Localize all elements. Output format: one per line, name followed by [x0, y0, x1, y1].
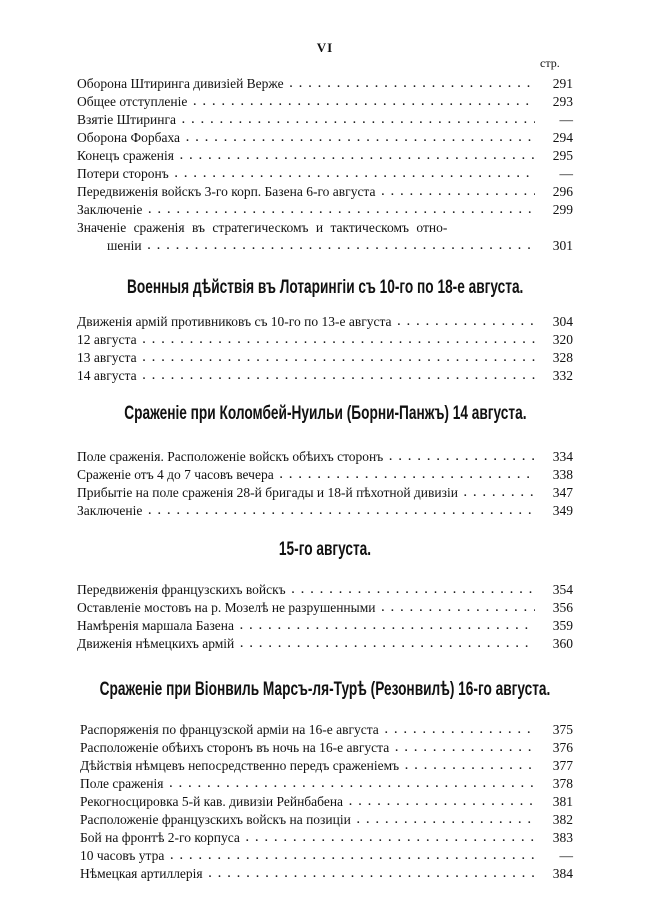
toc-entry-page: 332 — [552, 368, 573, 383]
toc-entry-page: 376 — [552, 740, 573, 755]
dot-leader — [143, 331, 535, 349]
toc-entry-title: 10 часовъ утра — [80, 848, 165, 863]
toc-entry-page: 356 — [552, 600, 573, 615]
toc-entry-page: 384 — [552, 866, 573, 881]
toc-entry-title: Рекогносцировка 5-й кав. дивизіи Рейнбабена — [80, 794, 344, 809]
toc-entry-page: 293 — [552, 94, 573, 109]
dot-leader — [148, 237, 535, 255]
toc-entry — [80, 739, 573, 757]
toc-entry — [77, 466, 573, 484]
toc-entry-title: Потери сторонъ — [77, 166, 169, 181]
dot-leader — [246, 829, 535, 847]
dot-leader — [385, 721, 535, 739]
toc-entry-title: Движенія нѣмецкихъ армій — [77, 636, 235, 651]
toc-entry-page: 378 — [552, 776, 573, 791]
section-heading-4 — [0, 539, 650, 561]
dot-leader — [209, 865, 535, 883]
toc-entry-title: Движенія армій противниковъ съ 10-го по 13-е августа — [77, 314, 392, 329]
toc-entry-page: 382 — [552, 812, 573, 827]
toc-entry-title: Оставленіе мостовъ на р. Мозелѣ не разрушенными — [77, 600, 376, 615]
dot-leader — [398, 313, 535, 331]
dot-leader — [175, 165, 535, 183]
toc-entry — [77, 448, 573, 466]
toc-entry — [80, 757, 573, 775]
toc-entry-title: Оборона Форбаха — [77, 130, 181, 145]
toc-entry-title: Нѣмецкая артиллерія — [80, 866, 203, 881]
toc-entry-title: Взятіе Штиринга — [77, 112, 177, 127]
toc-entry — [77, 502, 573, 520]
toc-entry-title: Распоряженія по французской арміи на 16-е августа — [80, 722, 379, 737]
toc-entry-title: Конецъ сраженія — [77, 148, 174, 163]
toc-entry-page: 320 — [552, 332, 573, 347]
toc-entry-title: Общее отступленіе — [77, 94, 188, 109]
toc-entry-page: 295 — [552, 148, 573, 163]
dot-leader — [349, 793, 535, 811]
toc-section-4 — [77, 581, 573, 653]
toc-entry — [77, 183, 573, 201]
toc-entry-title: Сраженіе отъ 4 до 7 часовъ вечера — [77, 467, 274, 482]
toc-entry — [77, 484, 573, 502]
dot-leader — [290, 75, 535, 93]
toc-entry-page: 294 — [552, 130, 573, 145]
toc-entry — [77, 201, 573, 219]
toc-entry-page: 304 — [552, 314, 573, 329]
toc-entry-title: Дѣйствія нѣмцевъ непосредственно передъ сраженіемъ — [80, 758, 400, 773]
dot-leader — [280, 466, 535, 484]
toc-entry-title: Передвиженія французскихъ войскъ — [77, 582, 286, 597]
dot-leader — [148, 201, 535, 219]
dot-leader — [382, 599, 536, 617]
toc-entry-title: Намѣренія маршала Базена — [77, 618, 235, 633]
dot-leader — [240, 617, 535, 635]
dot-leader — [170, 775, 536, 793]
toc-entry-title: Расположеніе французскихъ войскъ на позиціи — [80, 812, 351, 827]
toc-section-2 — [77, 313, 573, 385]
toc-entry-page: 328 — [552, 350, 573, 365]
dot-leader — [395, 739, 535, 757]
dot-leader — [182, 111, 535, 129]
toc-entry-title: Передвиженія войскъ 3-го корп. Базена 6-го августа — [77, 184, 376, 199]
toc-section-1 — [77, 75, 573, 255]
toc-entry — [77, 599, 573, 617]
toc-entry — [77, 129, 573, 147]
toc-section-3 — [77, 448, 573, 520]
toc-entry-page: 349 — [552, 503, 573, 518]
toc-entry-page: 296 — [552, 184, 573, 199]
toc-entry-title: Заключеніе — [77, 503, 143, 518]
toc-entry-page: 338 — [552, 467, 573, 482]
toc-entry-page: 359 — [552, 618, 573, 633]
dot-leader — [180, 147, 535, 165]
toc-entry-page: 375 — [552, 722, 573, 737]
dot-leader — [240, 635, 535, 653]
toc-entry — [77, 165, 573, 183]
dot-leader — [186, 129, 535, 147]
toc-entry-title: Поле сраженія. Расположеніе войскъ обѣихъ сторонъ — [77, 449, 384, 464]
dot-leader — [405, 757, 535, 775]
dot-leader — [193, 93, 535, 111]
dot-leader — [292, 581, 535, 599]
toc-entry — [77, 93, 573, 111]
toc-entry — [80, 793, 573, 811]
toc-entry-title: Заключеніе — [77, 202, 143, 217]
toc-entry-page: 334 — [552, 449, 573, 464]
toc-entry — [77, 331, 573, 349]
heading-text: Военныя дѣйствія въ Лотарингіи съ 10-го по 18-е августа. — [126, 277, 524, 298]
toc-entry — [77, 367, 573, 385]
section-heading-3 — [0, 403, 650, 425]
toc-entry — [77, 313, 573, 331]
toc-entry-page: 291 — [552, 76, 573, 91]
section-heading-5 — [0, 679, 650, 701]
toc-entry-page: — — [559, 112, 573, 127]
toc-entry-page: 360 — [552, 636, 573, 651]
toc-entry-title: Значеніе сраженія въ стратегическомъ и тактическомъ отно- — [77, 220, 448, 235]
dot-leader — [389, 448, 535, 466]
dot-leader — [357, 811, 535, 829]
toc-entry-title: Бой на фронтѣ 2-го корпуса — [80, 830, 240, 845]
dot-leader — [464, 484, 535, 502]
toc-entry — [77, 147, 573, 165]
toc-entry-title: Расположеніе обѣихъ сторонъ въ ночь на 16-е августа — [80, 740, 390, 755]
toc-entry-page: 347 — [552, 485, 573, 500]
page-number: VI — [316, 40, 334, 55]
toc-entry-page: 383 — [552, 830, 573, 845]
toc-entry — [80, 865, 573, 883]
toc-entry — [80, 721, 573, 739]
dot-leader — [382, 183, 536, 201]
heading-text: 15-го августа. — [278, 539, 372, 560]
toc-entry-title: 13 августа — [77, 350, 137, 365]
heading-text: Сраженіе при Коломбей-Нуильи (Борни-Панжъ) 14 августа. — [123, 403, 527, 424]
dot-leader — [143, 349, 535, 367]
toc-entry-page: 301 — [552, 238, 573, 253]
toc-entry — [77, 75, 573, 93]
toc-entry-page: 377 — [552, 758, 573, 773]
page-column-label: стр. — [540, 56, 560, 70]
toc-entry — [77, 581, 573, 599]
toc-entry — [77, 635, 573, 653]
dot-leader — [170, 847, 535, 865]
toc-entry — [77, 617, 573, 635]
toc-entry-page: 354 — [552, 582, 573, 597]
section-heading-2 — [0, 277, 650, 299]
toc-entry-title: Оборона Штиринга дивизіей Верже — [77, 76, 284, 91]
toc-entry-title: 12 августа — [77, 332, 137, 347]
toc-entry-title: Прибытіе на поле сраженія 28-й бригады и 18-й пѣхотной дивизіи — [77, 485, 458, 500]
toc-entry — [80, 775, 573, 793]
toc-entry — [80, 847, 573, 865]
toc-entry — [77, 237, 573, 255]
toc-entry-page: — — [559, 848, 573, 863]
toc-entry — [77, 349, 573, 367]
dot-leader — [143, 367, 535, 385]
heading-text: Сраженіе при Віонвиль Марсъ-ля-Турѣ (Резонвилѣ) 16-го августа. — [99, 679, 551, 700]
toc-entry-title: Поле сраженія — [80, 776, 164, 791]
toc-entry-page: 299 — [552, 202, 573, 217]
toc-entry-title-continuation: шеніи — [107, 238, 142, 253]
toc-entry-page: — — [559, 166, 573, 181]
toc-entry — [80, 829, 573, 847]
toc-section-5 — [80, 721, 573, 883]
toc-entry — [77, 111, 573, 129]
toc-entry-title: 14 августа — [77, 368, 137, 383]
dot-leader — [148, 502, 535, 520]
toc-entry — [80, 811, 573, 829]
toc-entry-page: 381 — [552, 794, 573, 809]
